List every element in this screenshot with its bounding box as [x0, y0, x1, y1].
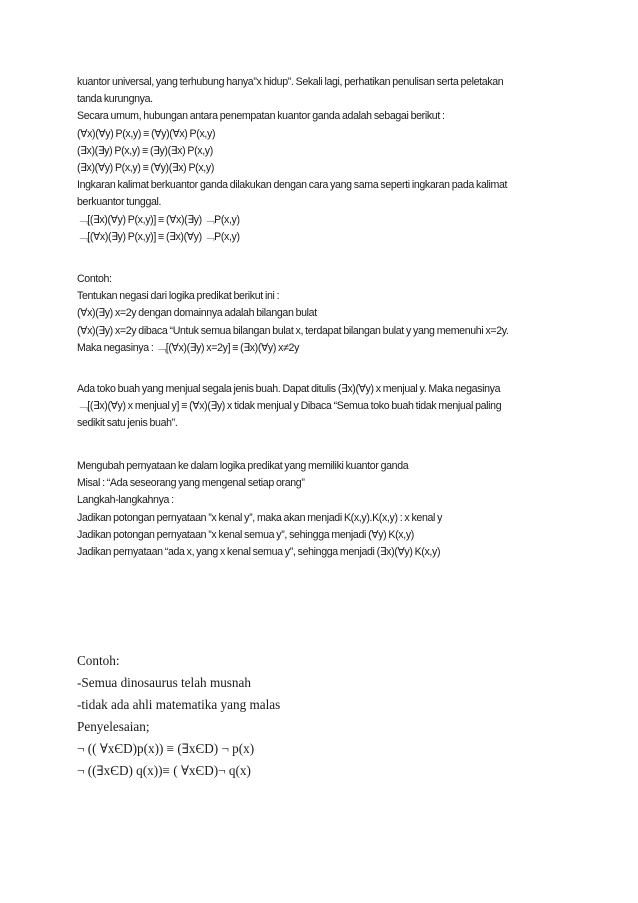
text-line: tanda kurungnya.: [77, 93, 153, 106]
text-line: Ada toko buah yang menjual segala jenis buah. Dapat ditulis (∃x)(∀y) x menjual y. Maka negasinya: [77, 383, 501, 395]
text-line: ﹁[(∃x)(∀y) x menjual y] ≡ (∀x)(∃y) x tidak menjual y Dibaca “Semua toko buah tidak menjual paling: [77, 400, 502, 413]
formula-line: ﹁[(∃x)(∀y) P(x,y)] ≡ (∀x)(∃y) ﹁P(x,y): [77, 213, 240, 226]
text-line: -tidak ada ahli matematika yang malas: [77, 697, 281, 712]
text-line: Misal : “Ada seseorang yang mengenal setiap orang”: [77, 477, 305, 490]
formula-line: (∃x)(∃y) P(x,y) ≡ (∃y)(∃x) P(x,y): [77, 144, 213, 157]
formula-line: ¬ ((∃xЄD) q(x))≡ ( ∀xЄD)¬ q(x): [77, 763, 251, 778]
text-line: Tentukan negasi dari logika predikat berikut ini :: [77, 290, 280, 303]
text-line: Jadikan potongan pernyataan ”x kenal y”, maka akan menjadi K(x,y).K(x,y) : x kenal y: [77, 511, 443, 524]
text-line: Jadikan pernyataan “ada x, yang x kenal semua y”, sehingga menjadi (∃x)(∀y) K(x,y): [77, 545, 441, 558]
text-line: Langkah-langkahnya :: [77, 494, 174, 507]
text-line: Secara umum, hubungan antara penempatan kuantor ganda adalah sebagai berikut :: [77, 110, 445, 123]
heading-contoh: Contoh:: [77, 273, 112, 285]
formula-line: (∀x)(∀y) P(x,y) ≡ (∀y)(∀x) P(x,y): [77, 127, 216, 140]
text-line: kuantor universal, yang terhubung hanya”x hidup”. Sekali lagi, perhatikan penulisan serta peletakan: [77, 76, 504, 88]
formula-line: ¬ (( ∀xЄD)p(x)) ≡ (∃xЄD) ¬ p(x): [77, 741, 255, 756]
text-line: Mengubah pernyataan ke dalam logika predikat yang memiliki kuantor ganda: [77, 460, 409, 472]
text-line: sedikit satu jenis buah”.: [77, 417, 178, 430]
text-line: (∀x)(∃y) x=2y dibaca “Untuk semua bilangan bulat x, terdapat bilangan bulat y yang memenuhi x=2y.: [77, 324, 509, 337]
formula-line: ﹁[(∀x)(∃y) P(x,y)] ≡ (∃x)(∀y) ﹁P(x,y): [77, 230, 240, 243]
text-line: Ingkaran kalimat berkuantor ganda dilakukan dengan cara yang sama seperti ingkaran pada kalimat: [77, 179, 508, 192]
text-line: -Semua dinosaurus telah musnah: [77, 675, 251, 690]
text-line: berkuantor tunggal.: [77, 196, 162, 209]
paragraph-conversion-steps: [77, 458, 442, 561]
text-line: Jadikan potongan pernyataan ”x kenal semua y”, sehingga menjadi (∀y) K(x,y): [77, 528, 414, 541]
paragraph-serif-example: [77, 650, 280, 782]
heading-contoh: Contoh:: [77, 653, 120, 668]
text-line: Penyelesaian;: [77, 719, 150, 734]
paragraph-fruit-store: [77, 381, 501, 433]
formula-line: Maka negasinya : ﹁[(∀x)(∃y) x=2y] ≡ (∃x)(∀y) x≠2y: [77, 341, 300, 354]
formula-line: (∀x)(∃y) x=2y dengan domainnya adalah bilangan bulat: [77, 307, 317, 320]
paragraph-quantifier-intro: [77, 74, 507, 246]
paragraph-example-negation: [77, 271, 509, 357]
formula-line: (∃x)(∀y) P(x,y) ≡ (∀y)(∃x) P(x,y): [77, 161, 215, 174]
